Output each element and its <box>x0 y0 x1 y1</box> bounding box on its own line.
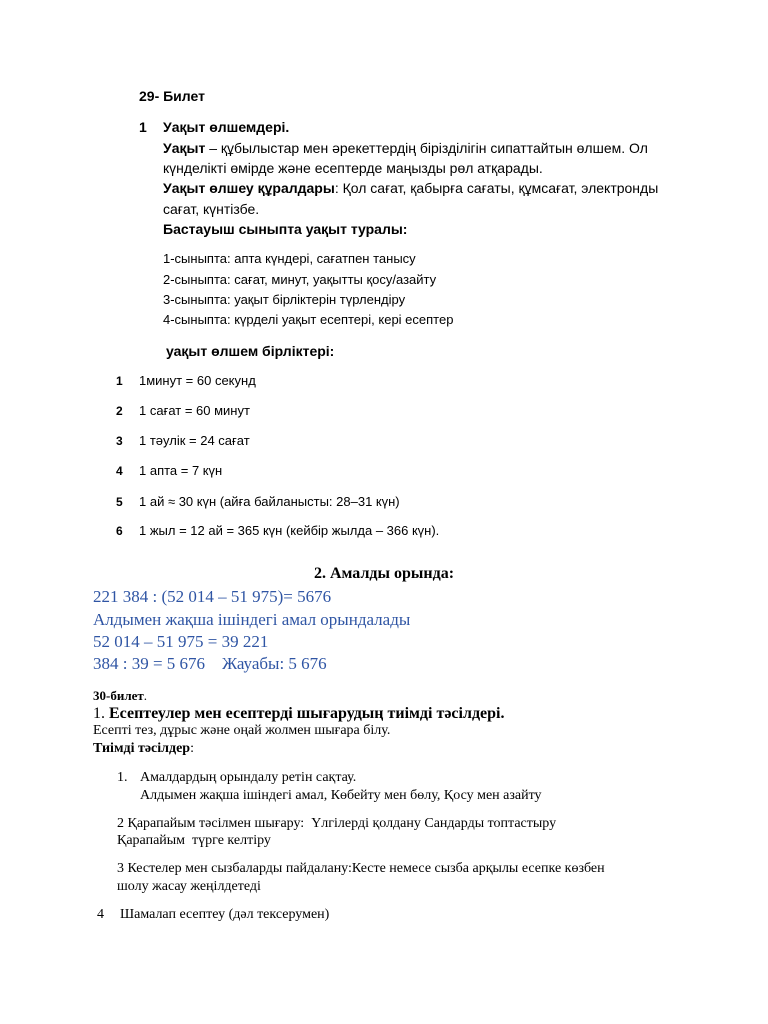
unit-item: 1 тәулік = 24 сағат <box>139 433 250 448</box>
unit-item: 1 жыл = 12 ай = 365 күн (кейбір жылда – 366 күн). <box>139 523 440 538</box>
unit-number: 1 <box>116 374 123 388</box>
method-item: Амалдардың орындалу ретін сақтау. <box>140 770 357 785</box>
unit-item: 1 апта = 7 күн <box>139 463 223 478</box>
unit-item: 1минут = 60 секунд <box>139 373 256 388</box>
time-tools <box>163 178 658 198</box>
time-definition-cont: күнделікті өмірде және есептерде маңызды рөл атқарады. <box>163 160 543 176</box>
ticket-30-title <box>93 687 147 705</box>
method-number: 1. <box>117 770 128 785</box>
method-item: 2 Қарапайым тәсілмен шығару: Үлгілерді қолдану Сандарды топтастыру <box>117 816 557 831</box>
methods-heading <box>93 740 194 758</box>
calc-line: 52 014 – 51 975 = 39 221 <box>93 632 269 651</box>
efficient-methods-heading <box>93 704 504 724</box>
method-item-detail: Алдымен жақша ішіндегі амал, Көбейту мен бөлу, Қосу мен азайту <box>140 788 542 803</box>
units-heading: уақыт өлшем бірліктері: <box>166 343 335 359</box>
section-1-number: 1. <box>93 705 109 722</box>
calc-line: 221 384 : (52 014 – 51 975)= 5676 <box>93 587 332 606</box>
unit-number: 4 <box>116 464 123 478</box>
unit-number: 2 <box>116 404 123 418</box>
section-1-number: 1 <box>139 119 147 135</box>
calc-answer-line: 384 : 39 = 5 676 Жауабы: 5 676 <box>93 654 327 673</box>
unit-item: 1 сағат = 60 минут <box>139 403 250 418</box>
time-tools-text: : Қол сағат, қабырға сағаты, құмсағат, электронды <box>334 180 659 196</box>
unit-number: 5 <box>116 495 123 509</box>
efficient-intro: Есепті тез, дұрыс және оңай жолмен шығара білу. <box>93 723 391 738</box>
time-tools-term: Уақыт өлшеу құралдары <box>163 180 335 196</box>
method-item-detail: шолу жасау жеңілдетеді <box>117 879 261 894</box>
method-item-detail: Қарапайым түрге келтіру <box>117 833 271 848</box>
grade-item: 3-сыныпта: уақыт бірліктерін түрлендіру <box>163 292 406 307</box>
time-tools-cont: сағат, күнтізбе. <box>163 201 260 217</box>
method-item: Шамалап есептеу (дәл тексерумен) <box>120 907 330 922</box>
time-definition <box>163 138 648 158</box>
methods-heading-text: Тиімді тәсілдер <box>93 741 191 756</box>
methods-heading-colon: : <box>190 741 194 756</box>
method-item: 3 Кестелер мен сызбаларды пайдалану:Кесте немесе сызба арқылы есепке көзбен <box>117 861 605 876</box>
grade-item: 4-сыныпта: күрделі уақыт есептері, кері есептер <box>163 312 454 327</box>
method-number: 4 <box>97 907 104 922</box>
unit-item: 1 ай ≈ 30 күн (айға байланысты: 28–31 күн) <box>139 494 400 509</box>
ticket-30-title-suffix: . <box>143 688 148 703</box>
time-definition-text: – құбылыстар мен әрекеттердің бірізділігін сипаттайтын өлшем. Ол <box>205 140 648 156</box>
ticket-30-title-text: 30-билет <box>93 688 144 703</box>
time-measures-heading: Уақыт өлшемдері. <box>163 119 290 135</box>
unit-number: 6 <box>116 524 123 538</box>
calc-line: Алдымен жақша ішіндегі амал орындалады <box>93 610 411 629</box>
grade-item: 2-сыныпта: сағат, минут, уақытты қосу/азайту <box>163 272 437 287</box>
ticket-29-title: 29- Билет <box>139 88 205 104</box>
grade-item: 1-сыныпта: апта күндері, сағатпен танысу <box>163 251 416 266</box>
efficient-methods-title: Есептеулер мен есептерді шығарудың тиімді тәсілдері. <box>109 705 505 722</box>
time-term: Уақыт <box>163 140 206 156</box>
unit-number: 3 <box>116 434 123 448</box>
primary-school-heading: Бастауыш сыныпта уақыт туралы: <box>163 221 408 237</box>
section-2-heading: 2. Амалды орында: <box>313 565 455 582</box>
